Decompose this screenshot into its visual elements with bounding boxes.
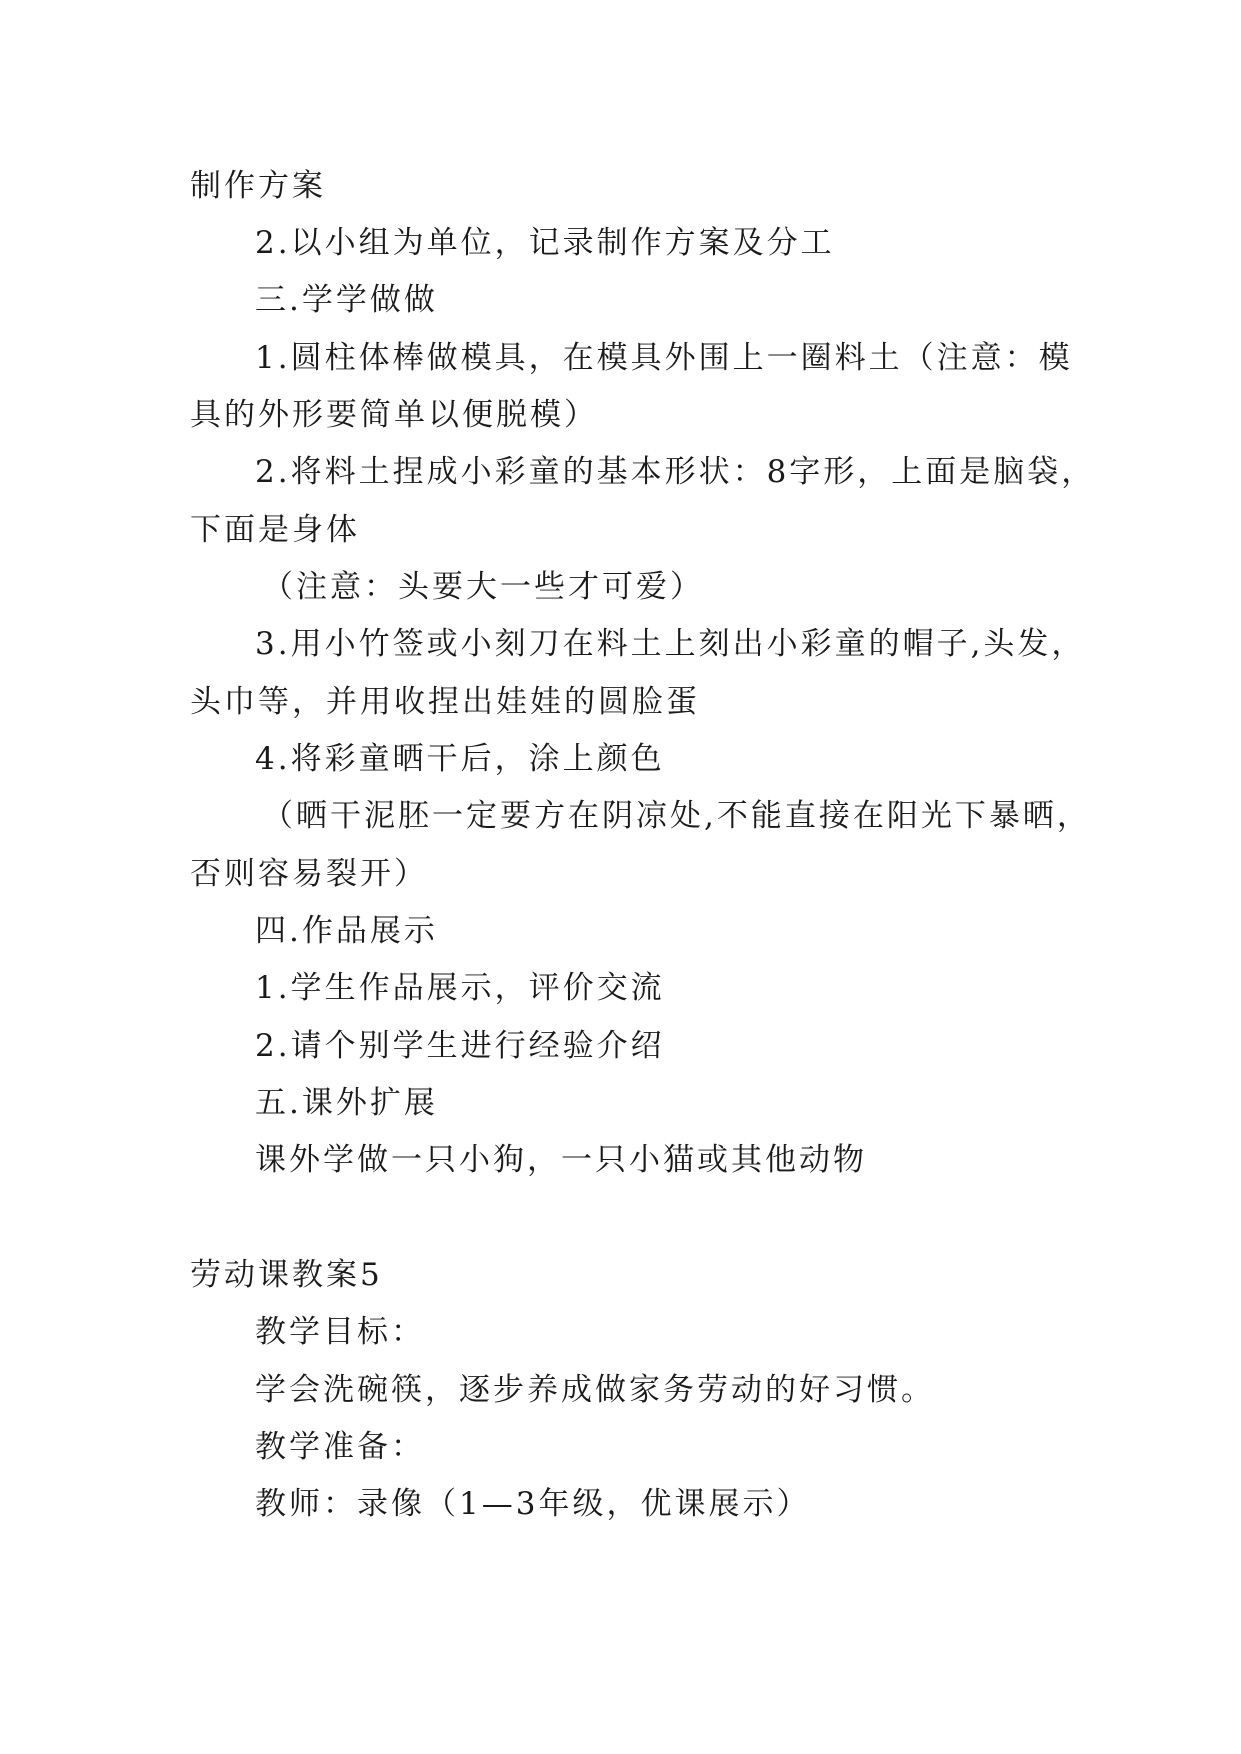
- section-heading: 五.课外扩展: [255, 1085, 438, 1121]
- text-line: 课外学做一只小狗，一只小猫或其他动物: [255, 1142, 867, 1178]
- text-line: 2.请个别学生进行经验介绍: [255, 1028, 665, 1064]
- text-line: （晒干泥胚一定要方在阴凉处,不能直接在阳光下暴晒，: [262, 798, 1091, 834]
- document-title: 劳动课教案5: [190, 1257, 383, 1293]
- text-line: 具的外形要简单以便脱模）: [190, 397, 598, 433]
- text-line: 1.学生作品展示，评价交流: [255, 970, 665, 1006]
- text-line: 2.以小组为单位，记录制作方案及分工: [255, 225, 835, 261]
- text-line: 学会洗碗筷，逐步养成做家务劳动的好习惯。: [255, 1372, 935, 1408]
- text-line: 2.将料土捏成小彩童的基本形状：8字形，上面是脑袋，: [255, 454, 1096, 490]
- text-line: 3.用小竹签或小刻刀在料土上刻出小彩童的帽子,头发，: [255, 626, 1086, 662]
- section-heading: 四.作品展示: [255, 913, 438, 949]
- text-line: 下面是身体: [190, 512, 360, 548]
- text-line: 4.将彩童晒干后，涂上颜色: [255, 741, 665, 777]
- text-line: 教学准备：: [255, 1429, 425, 1465]
- text-line: 1.圆柱体棒做模具，在模具外围上一圈料土（注意：模: [255, 340, 1073, 376]
- text-line: 教师：录像（1—3年级，优课展示）: [255, 1486, 811, 1522]
- text-line: 头巾等，并用收捏出娃娃的圆脸蛋: [190, 684, 700, 720]
- section-heading: 三.学学做做: [255, 282, 438, 318]
- text-line: 教学目标：: [255, 1314, 425, 1350]
- text-line: 制作方案: [190, 168, 326, 204]
- text-line: （注意：头要大一些才可爱）: [262, 569, 704, 605]
- text-line: 否则容易裂开）: [190, 856, 428, 892]
